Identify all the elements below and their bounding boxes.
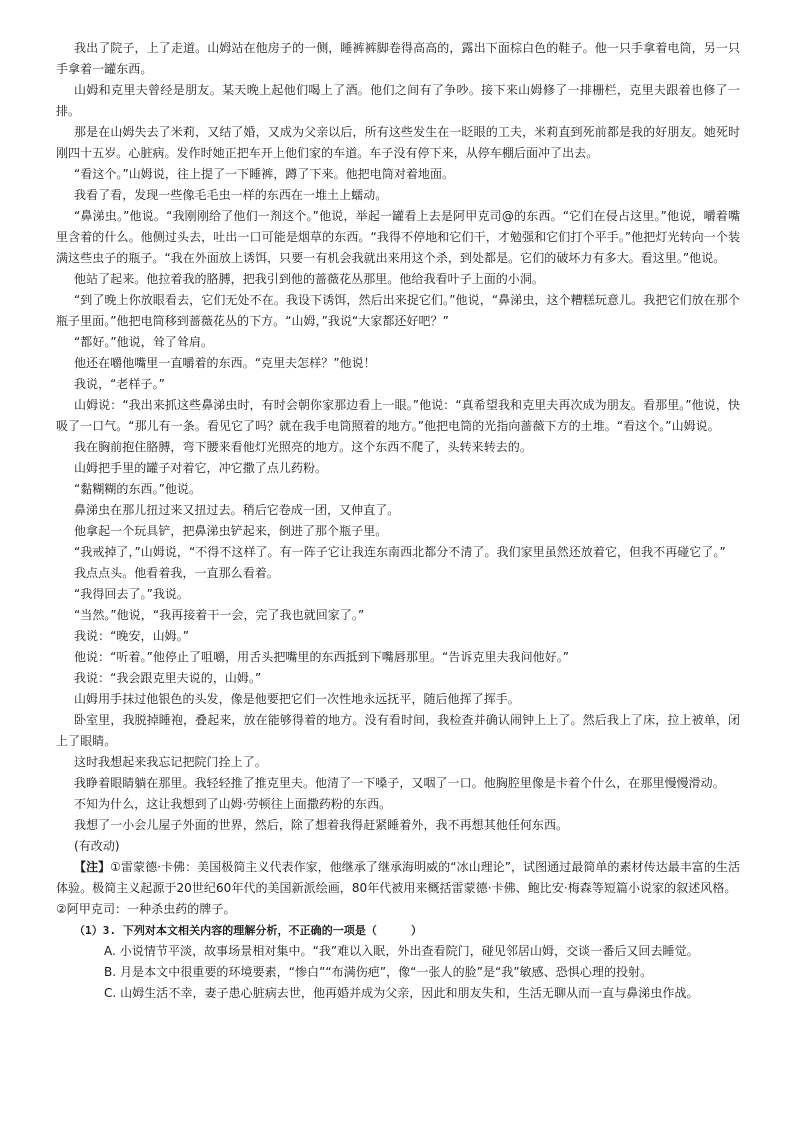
question-stem [56,920,740,941]
footnote [56,857,740,899]
paragraph: “我得回去了。”我说。 [74,587,189,601]
paragraph: 这时我想起来我忘记把院门拴上了。 [74,755,267,769]
paragraph: 他还在嚼他嘴里一直嚼着的东西。“克里夫怎样？”他说！ [74,356,376,370]
question-stem-end: ） [410,924,423,937]
paragraph: 不知为什么，这让我想到了山姆·劳顿往上面撒药粉的东西。 [74,797,392,811]
paragraph: 鼻涕虫在那儿扭过来又扭过去。稍后它卷成一团，又伸直了。 [74,503,400,517]
paragraph: 我在胸前抱住胳膊，弯下腰来看他灯光照亮的地方。这个东西不爬了，头转来转去的。 [74,440,532,454]
footnote-line-1: ①雷蒙德·卡佛：美国极简主义代表作家，他继承了继承海明威的“冰山理论”，试图通过最简单的素材传达最丰富的生活体验。极简主义起源于20世纪60年代的美国新派绘画，80年代被用来概括雷蒙德·卡佛、鲍比安·梅森等短篇小说家的叙述风格。 [56,860,740,895]
paragraph: 那是在山姆失去了米莉，又结了婚，又成为父亲以后，所有这些发生在一眨眼的工夫，米莉直到死前都是我的好朋友。她死时刚四十五岁。心脏病。发作时她正把车开上他们家的车道。车子没有停下来，从停车棚后面冲了出去。 [56,125,740,160]
paragraph: “当然。”他说，“我再接着干一会，完了我也就回家了。” [74,608,365,622]
footnote-line-2: ②阿甲克司：一种杀虫药的牌子。 [56,902,236,916]
option-a[interactable]: A. 小说情节平淡，故事场景相对集中。“我”难以入眠，外出查看院门，碰见邻居山姆，交谈一番后又回去睡觉。 [104,944,699,958]
paragraph: 他说：“听着。”他停止了咀嚼，用舌头把嘴里的东西抵到下嘴唇那里。“告诉克里夫我问他好。” [74,650,570,664]
paragraph: 我说：“晚安，山姆。” [74,629,189,643]
paragraph: 我看了看，发现一些像毛毛虫一样的东西在一堆土上蠕动。 [74,188,388,202]
paragraph: 山姆用手抹过他银色的头发，像是他要把它们一次性地永远抚平，随后他挥了挥手。 [74,692,520,706]
paragraph: “鼻涕虫。”他说。“我刚刚给了他们一剂这个。”他说，举起一罐看上去是阿甲克司@的东西。“它们在侵占这里。”他说，嚼着嘴里含着的什么。他侧过头去，吐出一口可能是烟草的东西。“我得不停地和它们干，才勉强和它们打个平手。”他把灯光转向一个装满这些虫子的瓶子。“我在外面放上诱饵，只要一有机会我就出来用这个杀，到处都是。它们的破坏力有多大。看这里。”他说。 [56,209,740,265]
option-b[interactable]: B. 月是本文中很重要的环境要素，“惨白”“布满伤疤”，像“一张人的脸”是“我”敏感、恐惧心理的投射。 [104,965,653,979]
article-body [56,38,740,1004]
paragraph: 我睁着眼睛躺在那里。我轻轻推了推克里夫。他清了一下嗓子，又咽了一口。他胸腔里像是卡着个什么，在那里慢慢滑动。 [74,776,725,790]
paragraph: “都好。”他说，耸了耸肩。 [74,335,214,349]
footnote-tag: 【注】 [74,860,111,874]
paragraph: “到了晚上你放眼看去，它们无处不在。我设下诱饵，然后出来捉它们。”他说，“鼻涕虫，这个糟糕玩意儿。我把它们放在那个瓶子里面。”他把电筒移到蔷薇花丛的下方。“山姆，”我说“大家都还好吧？” [56,293,740,328]
paragraph: 卧室里，我脱掉睡袍，叠起来，放在能够得着的地方。没有看时间，我检查并确认闹钟上上了。然后我上了床，拉上被单，闭上了眼睛。 [56,713,740,748]
paragraph: 我说：“我会跟克里夫说的，山姆。” [74,671,262,685]
paragraph: 我点点头。他看着我，一直那么看着。 [74,566,279,580]
question-stem-text: （1）3. 下列对本文相关内容的理解分析，不正确的一项是（ [74,924,377,937]
paragraph: “我戒掉了，”山姆说，“不得不这样了。有一阵子它让我连东南西北都分不清了。我们家里虽然还放着它，但我不再碰它了。” [74,545,726,559]
source-note: (有改动) [74,839,120,853]
paragraph: 他拿起一个玩具铲，把鼻涕虫铲起来，倒进了那个瓶子里。 [74,524,388,538]
paragraph: “黏糊糊的东西。”他说。 [74,482,202,496]
option-c[interactable]: C. 山姆生活不幸，妻子患心脏病去世，他再婚并成为父亲，因此和朋友失和，生活无聊从而一直与鼻涕虫作战。 [104,986,699,1000]
paragraph: “看这个。”山姆说，往上提了一下睡裤，蹲了下来。他把电筒对着地面。 [74,167,455,181]
paragraph: 他站了起来。他拉着我的胳膊，把我引到他的蔷薇花丛那里。他给我看叶子上面的小洞。 [74,272,544,286]
paragraph: 我想了一小会儿屋子外面的世界，然后，除了想着我得赶紧睡着外，我不再想其他任何东西。 [74,818,569,832]
paragraph: 山姆说：“我出来抓这些鼻涕虫时，有时会朝你家那边看上一眼。”他说：“真希望我和克里夫再次成为朋友。看那里。”他说，快吸了一口气。“那儿有一条。看见它了吗？就在我手电筒照着的地方。”他把电筒的光指向蔷薇下方的土堆。“看这个。”山姆说。 [56,398,740,433]
paragraph: 我出了院子，上了走道。山姆站在他房子的一侧，睡裤裤脚卷得高高的，露出下面棕白色的鞋子。他一只手拿着电筒，另一只手拿着一罐东西。 [56,41,740,76]
paragraph: 我说，“老样子。” [74,377,165,391]
paragraph: 山姆把手里的罐子对着它，冲它撒了点儿药粉。 [74,461,328,475]
paragraph: 山姆和克里夫曾经是朋友。某天晚上起他们喝上了酒。他们之间有了争吵。接下来山姆修了一排栅栏，克里夫跟着也修了一排。 [56,83,740,118]
